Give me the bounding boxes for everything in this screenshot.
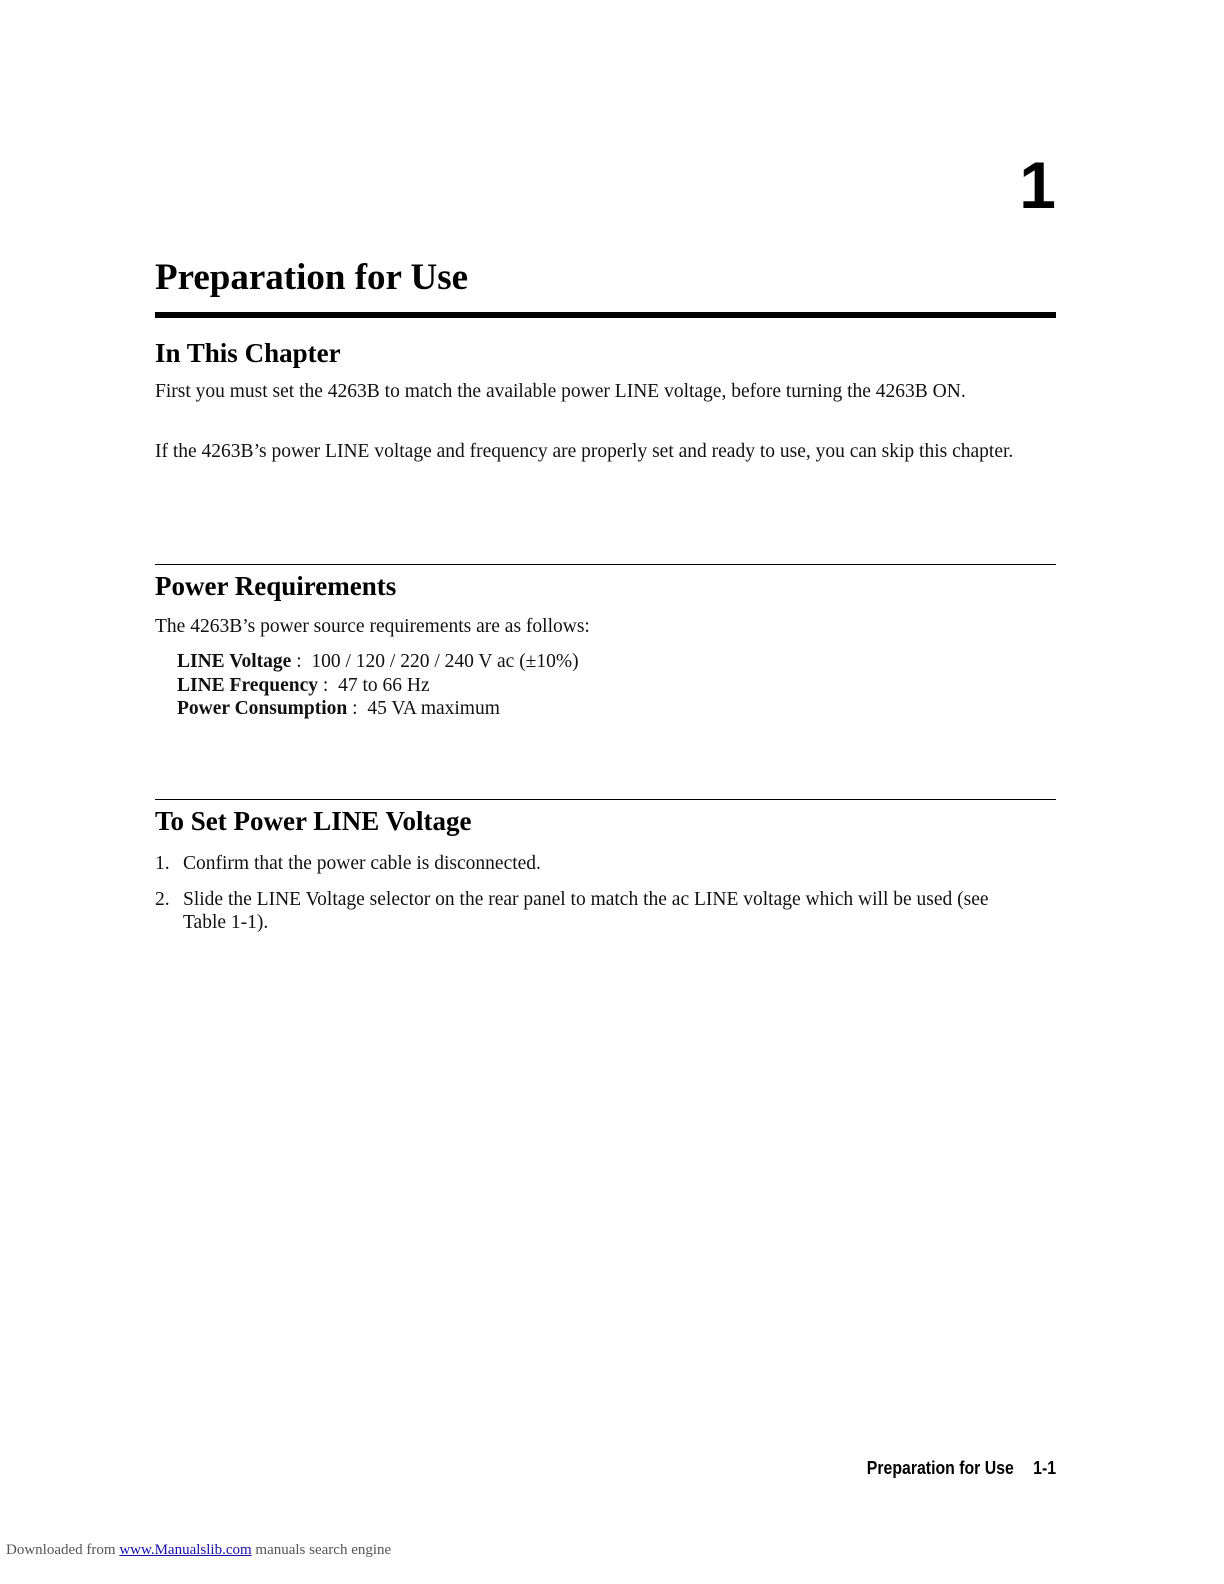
chapter-title-rule [155, 312, 1056, 318]
procedure-step [155, 852, 1035, 876]
section-divider [155, 799, 1056, 800]
procedure-step [155, 888, 1035, 935]
spec-row-line-voltage: LINE Voltage : 100 / 120 / 220 / 240 V ac (±10%) [177, 651, 579, 672]
chapter-title: Preparation for Use [155, 257, 469, 298]
download-suffix: manuals search engine [255, 1542, 392, 1558]
footer-label: Preparation for Use [866, 1458, 1014, 1478]
spec-row-line-frequency: LINE Frequency : 47 to 66 Hz [177, 674, 430, 696]
spec-label: LINE Voltage [177, 651, 292, 672]
step-number: 1. [155, 853, 170, 874]
step-text: Slide the LINE Voltage selector on the rear panel to match the ac LINE voltage which will be used (see Table 1-1). [183, 888, 989, 933]
procedure-steps [155, 852, 1035, 947]
page-footer [867, 1458, 1056, 1479]
manualslib-link[interactable]: www.Manualslib.com [119, 1542, 252, 1558]
page-number: 1-1 [1033, 1458, 1056, 1478]
spec-row-power-consumption: Power Consumption : 45 VA maximum [177, 698, 500, 719]
chapter-number: 1 [1019, 148, 1056, 222]
download-prefix: Downloaded from [6, 1542, 116, 1558]
spec-label: Power Consumption [177, 698, 348, 719]
section-divider [155, 564, 1056, 565]
section-heading-power-requirements: Power Requirements [155, 571, 397, 601]
download-note [6, 1542, 391, 1559]
section-heading-set-line-voltage: To Set Power LINE Voltage [155, 806, 472, 836]
paragraph-power-intro: The 4263B’s power source requirements are as follows: [155, 616, 590, 637]
power-spec-list [177, 650, 579, 721]
paragraph-intro: First you must set the 4263B to match the available power LINE voltage, before turning the 4263B ON. [155, 381, 966, 402]
section-heading-in-this-chapter: In This Chapter [155, 338, 341, 368]
paragraph-skip-note: If the 4263B’s power LINE voltage and frequency are properly set and ready to use, you can skip this chapter. [155, 441, 1014, 462]
step-number: 2. [155, 888, 170, 910]
spec-value: 100 / 120 / 220 / 240 V ac (±10%) [311, 651, 579, 672]
step-text: Confirm that the power cable is disconnected. [183, 853, 541, 874]
spec-value: 45 VA maximum [367, 698, 500, 719]
spec-value: 47 to 66 Hz [338, 674, 430, 696]
spec-label: LINE Frequency [177, 674, 319, 696]
